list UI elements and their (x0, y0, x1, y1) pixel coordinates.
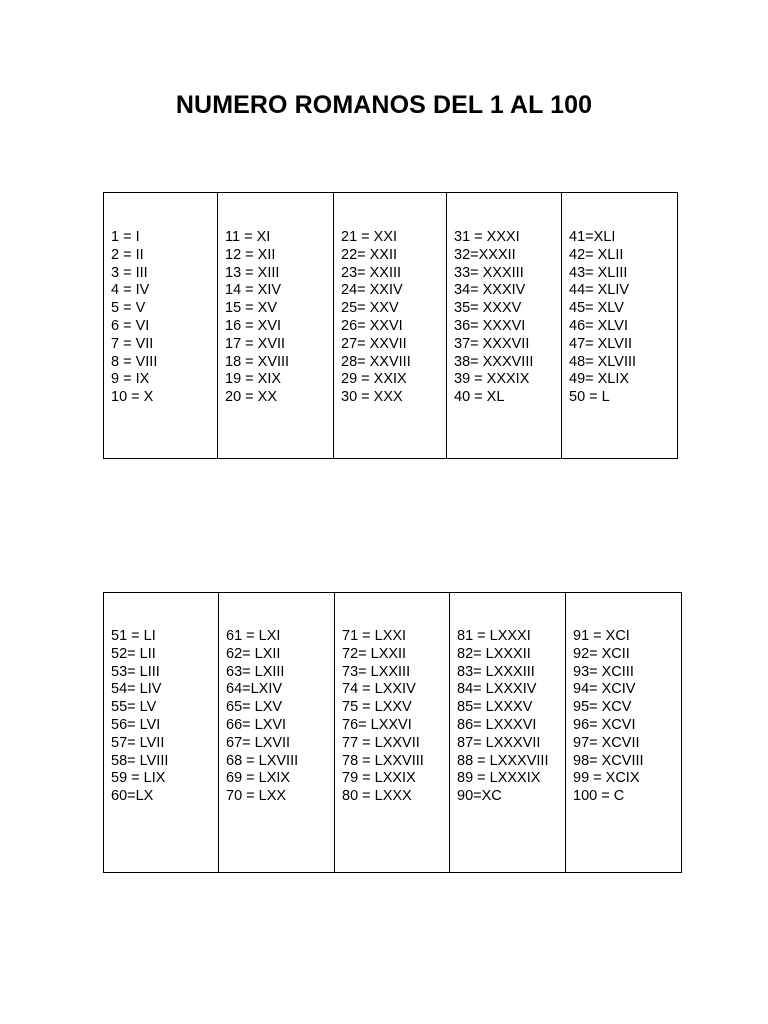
roman-numeral-entry: 20 = XX (225, 389, 277, 406)
roman-numeral-entry: 72= LXXII (342, 645, 407, 662)
roman-numeral-entry: 60=LX (111, 788, 154, 805)
roman-numeral-entry: 63= LXIII (226, 663, 285, 680)
roman-table-51-to-100 (103, 592, 682, 873)
roman-numeral-entry: 86= LXXXVI (457, 716, 537, 733)
table-column (562, 193, 677, 458)
roman-numeral-entry: 59 = LIX (111, 770, 166, 787)
roman-numeral-entry: 22= XXII (341, 246, 398, 263)
roman-numeral-entry: 57= LVII (111, 734, 165, 751)
roman-numeral-entry: 53= LIII (111, 663, 160, 680)
roman-numeral-entry: 74 = LXXIV (342, 681, 416, 698)
roman-numeral-entry: 65= LXV (226, 699, 283, 716)
roman-numeral-entry: 95= XCV (573, 699, 632, 716)
table-column (218, 193, 334, 458)
roman-numeral-entry: 67= LXVII (226, 734, 291, 751)
roman-numeral-entry: 40 = XL (454, 389, 505, 406)
roman-numeral-entry: 79 = LXXIX (342, 770, 416, 787)
roman-numeral-entry: 28= XXVIII (341, 353, 411, 370)
roman-numeral-entry: 78 = LXXVIII (342, 752, 424, 769)
roman-numeral-entry: 99 = XCIX (573, 770, 640, 787)
roman-numeral-entry: 4 = IV (111, 282, 150, 299)
roman-numeral-entry: 12 = XII (225, 246, 276, 263)
table-column (335, 593, 450, 872)
roman-numeral-entry: 71 = LXXI (342, 628, 407, 644)
roman-numeral-entry: 80 = LXXX (342, 788, 412, 805)
roman-numeral-entry: 94= XCIV (573, 681, 636, 698)
roman-numeral-entry: 54= LIV (111, 681, 162, 698)
roman-numeral-entry: 29 = XXIX (341, 371, 407, 388)
roman-numeral-entry: 7 = VII (111, 335, 154, 352)
roman-numeral-entry: 55= LV (111, 699, 157, 716)
roman-numeral-entry: 97= XCVII (573, 734, 640, 751)
roman-numeral-entry: 93= XCIII (573, 663, 634, 680)
roman-numeral-entry: 70 = LXX (226, 788, 287, 805)
roman-numeral-entry: 30 = XXX (341, 389, 403, 406)
roman-numeral-entry: 5 = V (111, 300, 146, 317)
roman-numeral-entry: 45= XLV (569, 300, 624, 317)
roman-numeral-entry: 14 = XIV (225, 282, 282, 299)
roman-numeral-entry: 82= LXXXII (457, 645, 531, 662)
roman-numeral-entry: 18 = XVIII (225, 353, 290, 370)
roman-numeral-entry: 50 = L (569, 389, 610, 406)
roman-numeral-entry: 89 = LXXXIX (457, 770, 541, 787)
roman-numeral-entry: 96= XCVI (573, 716, 636, 733)
roman-numeral-entry: 3 = III (111, 264, 148, 281)
roman-numeral-entry: 33= XXXIII (454, 264, 524, 281)
roman-numeral-entry: 98= XCVIII (573, 752, 644, 769)
roman-numeral-entry: 35= XXXV (454, 300, 522, 317)
roman-numeral-entry: 6 = VI (111, 317, 150, 334)
roman-numeral-entry: 87= LXXXVII (457, 734, 541, 751)
roman-numeral-entry: 41=XLI (569, 229, 616, 245)
roman-numeral-entry: 25= XXV (341, 300, 399, 317)
roman-numeral-entry: 36= XXXVI (454, 317, 526, 334)
table-column (566, 593, 681, 872)
roman-numeral-entry: 42= XLII (569, 246, 624, 263)
roman-numeral-entry: 92= XCII (573, 645, 630, 662)
roman-numeral-entry: 84= LXXXIV (457, 681, 537, 698)
roman-numeral-entry: 1 = I (111, 229, 140, 245)
roman-numeral-entry: 64=LXIV (226, 681, 283, 698)
roman-numeral-entry: 31 = XXXI (454, 229, 520, 245)
table-column (104, 593, 219, 872)
roman-numeral-entry: 38= XXXVIII (454, 353, 534, 370)
table-column (219, 593, 335, 872)
roman-numeral-entry: 17 = XVII (225, 335, 286, 352)
roman-numeral-entry: 91 = XCI (573, 628, 630, 644)
roman-numeral-entry: 21 = XXI (341, 229, 398, 245)
roman-numeral-entry: 81 = LXXXI (457, 628, 531, 644)
roman-numeral-entry: 68 = LXVIII (226, 752, 299, 769)
roman-numeral-entry: 24= XXIV (341, 282, 403, 299)
roman-numeral-entry: 85= LXXXV (457, 699, 533, 716)
roman-numeral-entry: 9 = IX (111, 371, 150, 388)
roman-numeral-entry: 76= LXXVI (342, 716, 412, 733)
roman-numeral-entry: 27= XXVII (341, 335, 407, 352)
roman-numeral-entry: 52= LII (111, 645, 156, 662)
roman-numeral-entry: 62= LXII (226, 645, 281, 662)
roman-numeral-entry: 8 = VIII (111, 353, 158, 370)
roman-numeral-entry: 77 = LXXVII (342, 734, 420, 751)
roman-numeral-entry: 2 = II (111, 246, 144, 263)
roman-numeral-entry: 48= XLVIII (569, 353, 637, 370)
roman-numeral-entry: 15 = XV (225, 300, 277, 317)
roman-numeral-entry: 23= XXIII (341, 264, 402, 281)
roman-numeral-entry: 88 = LXXXVIII (457, 752, 549, 769)
roman-numeral-entry: 32=XXXII (454, 246, 516, 263)
roman-numeral-entry: 16 = XVI (225, 317, 282, 334)
roman-table-1-to-50 (103, 192, 678, 459)
table-column (334, 193, 447, 458)
roman-numeral-entry: 56= LVI (111, 716, 161, 733)
roman-numeral-entry: 58= LVIII (111, 752, 169, 769)
roman-numeral-entry: 26= XXVI (341, 317, 403, 334)
roman-numeral-entry: 49= XLIX (569, 371, 630, 388)
roman-numeral-entry: 100 = C (573, 788, 625, 805)
roman-numeral-entry: 44= XLIV (569, 282, 630, 299)
roman-numeral-entry: 66= LXVI (226, 716, 287, 733)
roman-numeral-entry: 51 = LI (111, 628, 156, 644)
roman-numeral-entry: 90=XC (457, 788, 502, 805)
roman-numeral-entry: 75 = LXXV (342, 699, 412, 716)
roman-numeral-entry: 10 = X (111, 389, 154, 406)
roman-numeral-entry: 61 = LXI (226, 628, 281, 644)
roman-numeral-entry: 43= XLIII (569, 264, 628, 281)
roman-numeral-entry: 83= LXXXIII (457, 663, 535, 680)
roman-numeral-entry: 73= LXXIII (342, 663, 411, 680)
page-title: NUMERO ROMANOS DEL 1 AL 100 (175, 91, 593, 119)
roman-numeral-entry: 13 = XIII (225, 264, 280, 281)
roman-numeral-entry: 39 = XXXIX (454, 371, 530, 388)
roman-numeral-entry: 69 = LXIX (226, 770, 291, 787)
roman-numeral-entry: 46= XLVI (569, 317, 628, 334)
roman-numeral-entry: 19 = XIX (225, 371, 282, 388)
roman-numeral-entry: 11 = XI (225, 229, 271, 245)
roman-numeral-entry: 34= XXXIV (454, 282, 526, 299)
table-column (450, 593, 566, 872)
roman-numeral-entry: 47= XLVII (569, 335, 633, 352)
table-column (447, 193, 562, 458)
table-column (104, 193, 218, 458)
roman-numeral-entry: 37= XXXVII (454, 335, 530, 352)
